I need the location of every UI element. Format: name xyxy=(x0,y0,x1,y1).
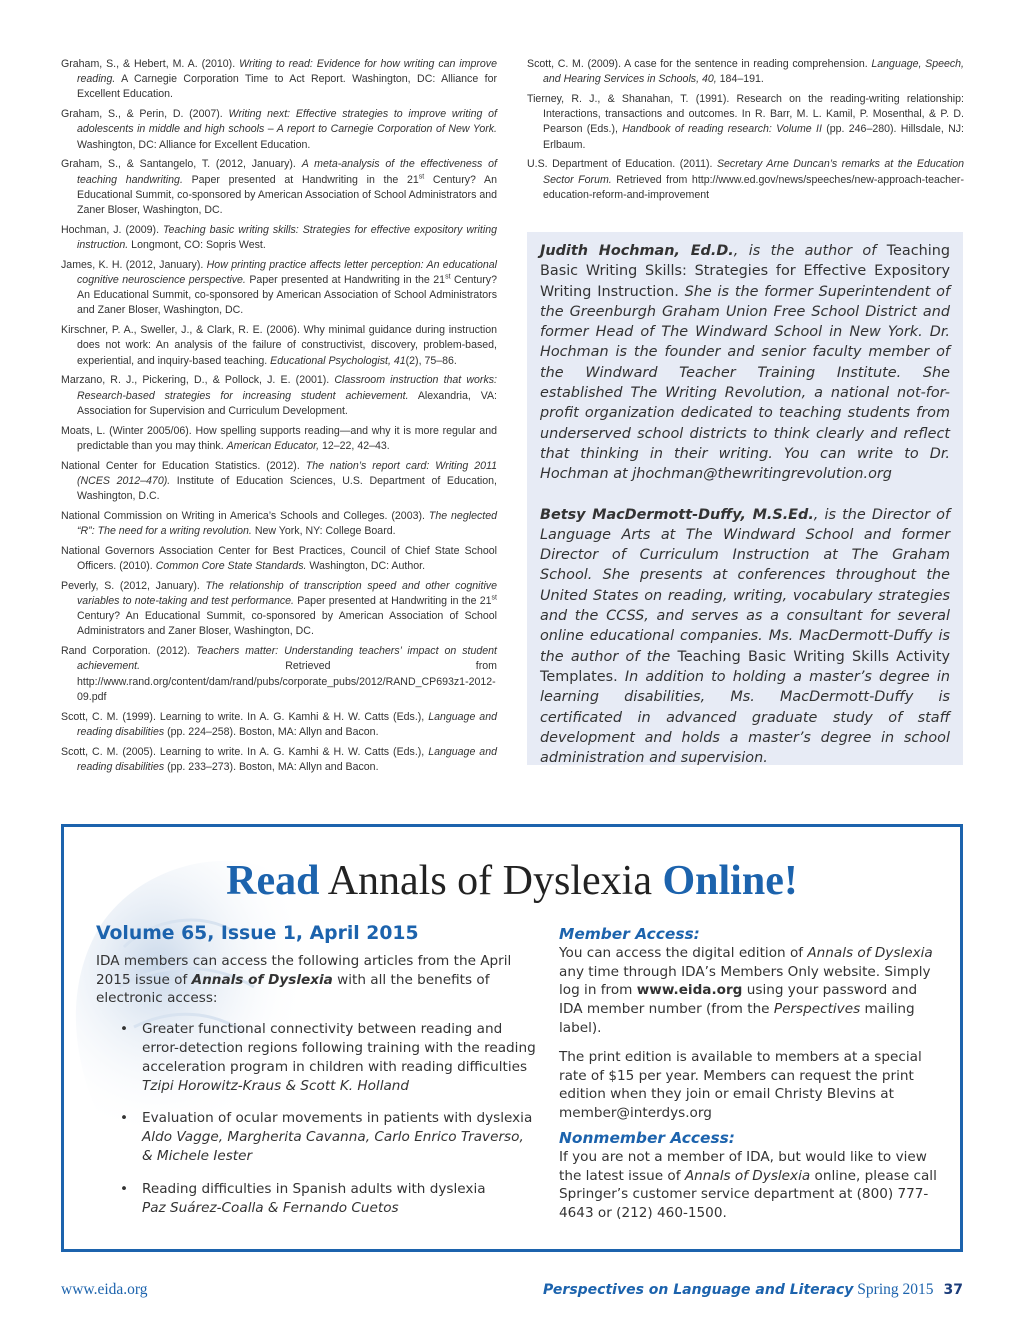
reference-pre: National Commission on Writing in America’s Schools and Colleges. (2003). xyxy=(61,509,429,522)
reference-pre: National Center for Education Statistics. (2012). xyxy=(61,459,306,472)
reference-post: Paper presented at Handwriting in the 21st Century? An Educational Summit, co-sponsored by American Association of School Administrators and Zaner Bloser, Washington, DC. xyxy=(77,273,497,317)
bio-hochman xyxy=(540,241,950,485)
reference-it: Educational Psychologist, 41 xyxy=(270,354,406,367)
access-text: using your password and IDA member number (from the xyxy=(559,982,918,1018)
ad-title-online: Online! xyxy=(662,858,798,904)
reference-pre: Rand Corporation. (2012). xyxy=(61,645,197,658)
reference-it: Writing to read: Evidence for how writing can improve reading. xyxy=(77,58,497,86)
intro-text: with all the benefits of electronic access: xyxy=(96,971,490,1007)
reference-entry xyxy=(61,544,497,574)
reference-pre: Moats, L. (Winter 2005/06). How spelling supports reading—and why it is more regular and predictable than you may think. xyxy=(61,424,497,452)
reference-it: Writing next: Effective strategies to improve writing of adolescents in middle and high schools – A report to Carnegie Corporation of New York. xyxy=(77,108,498,136)
member-access-heading: Member Access: xyxy=(559,925,700,943)
reference-it: Teachers matter: Understanding teachers’ impact on student achievement. xyxy=(77,645,497,673)
reference-it: Common Core State Standards. xyxy=(155,560,307,573)
article-title: Evaluation of ocular movements in patients with dyslexia xyxy=(142,1110,533,1127)
access-text: You can access the digital edition of xyxy=(559,944,808,961)
reference-post: (2), 75–86. xyxy=(405,354,457,367)
reference-it: Teaching basic writing skills: Strategies for effective expository writing instruction. xyxy=(77,223,497,252)
reference-it: Language and reading disabilities xyxy=(77,710,497,738)
reference-entry xyxy=(527,57,964,87)
reference-entry xyxy=(61,373,497,419)
reference-entry xyxy=(61,459,497,505)
article-item xyxy=(120,1180,536,1218)
reference-pre: Hochman, J. (2009). xyxy=(61,223,163,236)
issue-season: Spring 2015 xyxy=(857,1281,934,1298)
eida-link[interactable]: www.eida.org xyxy=(636,982,743,999)
ad-title-read: Read xyxy=(226,858,320,904)
reference-entry xyxy=(61,157,497,218)
reference-pre: Scott, C. M. (1999). Learning to write. In A. G. Kamhi & H. W. Catts (Eds.), xyxy=(61,710,429,723)
publication-name: Perspectives on Language and Literacy xyxy=(543,1282,854,1298)
journal-name: Annals of Dyslexia xyxy=(684,1167,811,1184)
reference-entry xyxy=(61,644,497,705)
reference-it: A meta-analysis of the effectiveness of teaching handwriting. xyxy=(77,158,498,186)
reference-post: (pp. 233–273). Boston, MA: Allyn and Bacon. xyxy=(164,760,379,773)
ad-title xyxy=(64,857,960,905)
reference-pre: Scott, C. M. (2009). A case for the sentence in reading comprehension. xyxy=(527,58,872,70)
reference-entry xyxy=(61,579,497,640)
reference-post: Paper presented at Handwriting in the 21st Century? An Educational Summit, co-sponsored by American Association of School Administrators and Zaner Bloser, Washington, DC. xyxy=(77,594,497,638)
reference-post: A Carnegie Corporation Time to Act Report. Washington, DC: Alliance for Excellent Education. xyxy=(77,73,497,101)
bio-text: She is the former Superintendent of the Greenburgh Graham Union Free School District and former Head of The Windward School in New York. Dr. Hochman is the founder and senior faculty member of the Windward Teacher Training Institute. She established The Writing Revolution, a national not-for-profit organization dedicated to teaching students from underserved school districts to think clearly and reflect that thinking in their writing. You can write to Dr. Hochman at jhochman@thewritingrevolution.org xyxy=(540,283,951,483)
reference-post: Retrieved from http://www.ed.gov/news/speeches/new-approach-teacher-education-reform-and-improvement xyxy=(543,173,964,201)
reference-entry xyxy=(527,157,964,203)
reference-post: (pp. 246–280). Hillsdale, NJ: Erlbaum. xyxy=(543,123,964,151)
bullet-icon: • xyxy=(120,1021,129,1038)
bio-name: Betsy MacDermott-Duffy, M.S.Ed. xyxy=(540,506,814,523)
bio-text: , is the Director of Language Arts at The Windward School and former Director of Curriculum Instruction at The Graham School. She presents at conferences throughout the United States on reading, writing, vocabulary strategies and the CCSS, and serves as a consultant for several online educational companies. Ms. MacDermott-Duffy is the author of the xyxy=(540,506,951,665)
reference-entry xyxy=(61,710,497,740)
article-title: Greater functional connectivity between reading and error-detection regions following training with the reading acceleration program in children with reading difficulties xyxy=(142,1021,536,1075)
reference-pre: Kirschner, P. A., Sweller, J., & Clark, R. E. (2006). Why minimal guidance during instruction does not work: An analysis of the failure of constructivist, discovery, problem-based, experiential, and inquiry-based teaching. xyxy=(61,324,497,367)
reference-post: Longmont, CO: Sopris West. xyxy=(128,239,266,252)
access-column xyxy=(559,925,939,1223)
reference-it: Classroom instruction that works: Research-based strategies for increasing student achievement. xyxy=(77,374,498,402)
annals-online-ad xyxy=(61,824,963,1252)
article-item xyxy=(120,1020,536,1095)
reference-it: How printing practice affects letter perception: An educational cognitive neuroscience perspective. xyxy=(77,258,497,287)
reference-it: Handbook of reading research: Volume II xyxy=(622,123,822,136)
access-text: online, please call Springer’s customer service department at (800) 777-4643 or (212) 460-1500. xyxy=(559,1167,937,1222)
intro-text: IDA members can access the following articles from the April 2015 issue of xyxy=(96,952,512,988)
reference-it: The neglected “R”: The need for a writing revolution. xyxy=(77,509,497,538)
reference-entry xyxy=(527,92,964,153)
reference-pre: Scott, C. M. (2005). Learning to write. In A. G. Kamhi & H. W. Catts (Eds.), xyxy=(61,745,429,758)
nonmember-access-heading: Nonmember Access: xyxy=(559,1128,735,1147)
issue-intro xyxy=(96,952,536,1008)
reference-pre: James, K. H. (2012, January). xyxy=(61,258,207,271)
access-text: If you are not a member of IDA, but would like to view the latest issue of xyxy=(559,1148,927,1184)
reference-pre: Tierney, R. J., & Shanahan, T. (1991). Research on the reading-writing relationship: Interactions, transactions and outcomes. In R. Barr, M. L. Kamil, P. Mosenthal, & P. D. Pearson (Eds.), xyxy=(527,93,964,136)
references-right-column xyxy=(527,57,964,208)
article-authors: Tzipi Horowitz-Kraus & Scott K. Holland xyxy=(142,1077,410,1094)
reference-it: Language, Speech, and Hearing Services in Schools, 40, xyxy=(543,58,964,86)
reference-pre: U.S. Department of Education. (2011). xyxy=(527,158,717,171)
reference-pre: Marzano, R. J., Pickering, D., & Pollock, J. E. (2001). xyxy=(61,374,335,387)
reference-pre: Peverly, S. (2012, January). xyxy=(61,579,206,592)
issue-heading: Volume 65, Issue 1, April 2015 xyxy=(96,923,419,944)
reference-post: Institute of Education Sciences, U.S. Department of Education, Washington, D.C. xyxy=(77,474,497,503)
journal-name: Annals of Dyslexia xyxy=(807,944,933,961)
reference-it: The nation’s report card: Writing 2011 (NCES 2012–470). xyxy=(77,459,497,487)
reference-it: The relationship of transcription speed and other cognitive variables to note-taking and test performance. xyxy=(77,579,497,608)
article-list xyxy=(96,1020,536,1217)
reference-post: New York, NY: College Board. xyxy=(251,525,396,538)
reference-entry xyxy=(61,223,497,253)
reference-post: Washington, DC: Author. xyxy=(306,560,426,573)
page-number: 37 xyxy=(943,1282,963,1298)
reference-entry xyxy=(61,107,497,153)
reference-it: Secretary Arne Duncan’s remarks at the Education Sector Forum. xyxy=(543,158,965,186)
footer-url[interactable]: www.eida.org xyxy=(61,1281,148,1298)
reference-post: Paper presented at Handwriting in the 21st Century? An Educational Summit, co-sponsored by American Association of School Administrators and Zaner Bloser, Washington, DC. xyxy=(77,173,497,217)
references-left-column xyxy=(61,57,497,780)
reference-entry xyxy=(61,424,497,454)
bullet-icon: • xyxy=(120,1180,129,1197)
journal-name: Annals of Dyslexia xyxy=(191,971,333,988)
article-authors: Paz Suárez-Coalla & Fernando Cuetos xyxy=(142,1199,399,1216)
access-text: mailing label). xyxy=(559,1001,915,1036)
author-bio-box xyxy=(527,232,963,765)
bullet-icon: • xyxy=(120,1110,129,1127)
reference-entry xyxy=(61,323,497,369)
bio-text: , is the author of xyxy=(733,243,887,259)
nonmember-access-text xyxy=(559,1148,939,1223)
footer-publication-line xyxy=(543,1281,963,1299)
member-access-text xyxy=(559,944,939,1038)
bio-macdermott xyxy=(540,505,950,769)
reference-entry xyxy=(61,57,497,103)
reference-post: Retrieved from http://www.rand.org/content/dam/rand/pubs/corporate_pubs/2012/RAND_CP693z1-2012-09.pdf xyxy=(77,660,497,703)
bio-name: Judith Hochman, Ed.D. xyxy=(540,243,734,259)
article-authors: Aldo Vagge, Margherita Cavanna, Carlo Enrico Traverso, & Michele Iester xyxy=(142,1129,524,1164)
article-title: Reading difficulties in Spanish adults with dyslexia xyxy=(142,1180,486,1197)
ad-title-journal: Annals of Dyslexia xyxy=(319,858,663,904)
reference-post: 12–22, 42–43. xyxy=(319,439,390,452)
article-item xyxy=(120,1109,536,1165)
reference-pre: Graham, S., & Santangelo, T. (2012, January). xyxy=(61,158,302,171)
reference-entry xyxy=(61,745,497,775)
perspectives-name: Perspectives xyxy=(773,1001,861,1018)
reference-post: (pp. 224–258). Boston, MA: Allyn and Bacon. xyxy=(164,725,379,738)
reference-entry xyxy=(61,258,497,319)
reference-it: Language and reading disabilities xyxy=(77,745,497,773)
reference-it: American Educator, xyxy=(226,439,320,452)
reference-post: Alexandria, VA: Association for Supervision and Curriculum Development. xyxy=(77,389,497,417)
access-text: any time through IDA’s Members Only website. Simply log in from xyxy=(559,963,931,999)
print-edition-text: The print edition is available to members at a special rate of $15 per year. Members can request the print edition when they join or email Christy Blevins at member@interdys.org xyxy=(559,1048,922,1122)
bio-text: In addition to holding a master’s degree in learning disabilities, Ms. MacDermott-Duffy is certificated in advanced graduate study of staff development and holds a master’s degree in school administration and supervision. xyxy=(540,668,950,767)
reference-pre: Graham, S., & Perin, D. (2007). xyxy=(61,108,229,121)
reference-pre: National Governors Association Center for Best Practices, Council of Chief State School Officers. (2010). xyxy=(61,544,497,573)
reference-entry xyxy=(61,509,497,539)
reference-post: Washington, DC: Alliance for Excellent Education. xyxy=(77,138,311,151)
book-title: Teaching Basic Writing Skills Activity Templates. xyxy=(540,648,951,685)
reference-post: 184–191. xyxy=(716,73,764,86)
reference-pre: Graham, S., & Hebert, M. A. (2010). xyxy=(61,58,240,70)
issue-column xyxy=(96,925,536,1231)
book-title: Teaching Basic Writing Skills: Strategies for Effective Expository Writing Instruction. xyxy=(540,243,950,300)
